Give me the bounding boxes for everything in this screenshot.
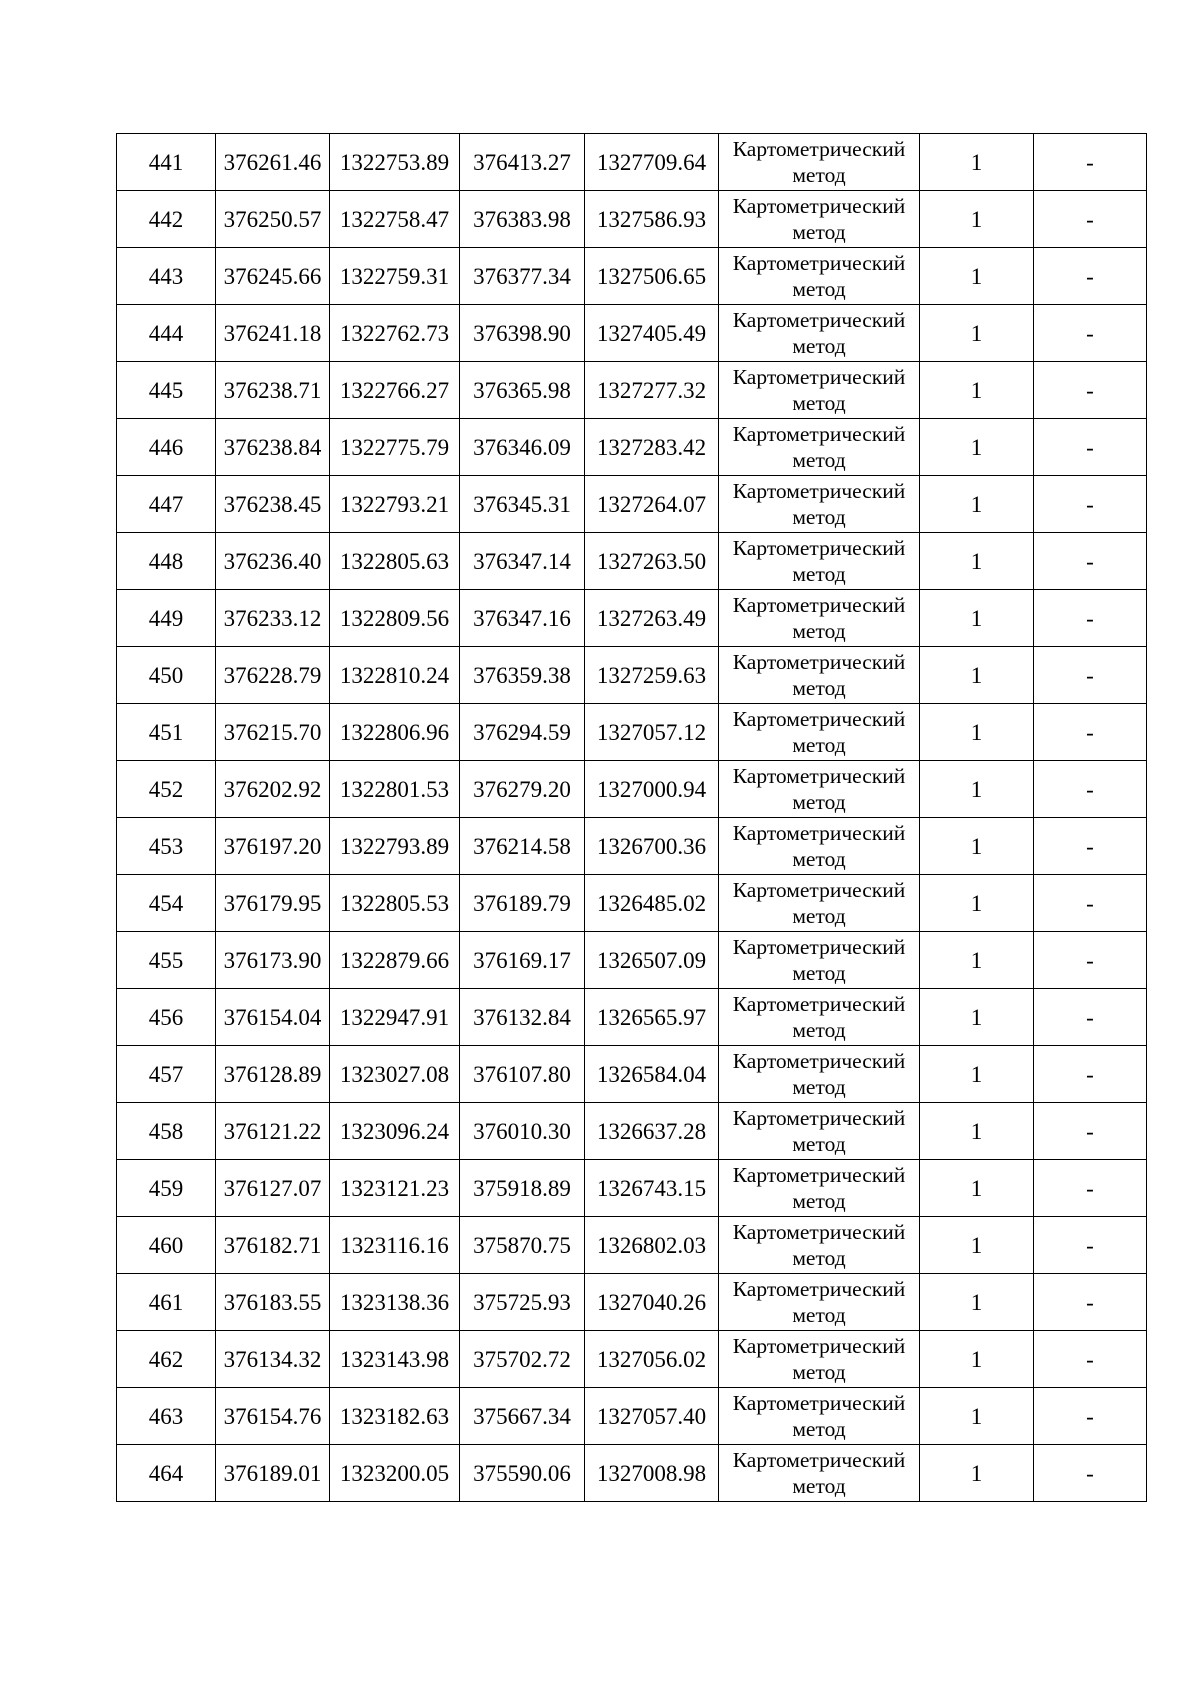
x-existing-cell: 376127.07 xyxy=(216,1160,330,1217)
x-existing-cell: 376250.57 xyxy=(216,191,330,248)
note-cell: - xyxy=(1034,134,1147,191)
method-line-1: Картометрический xyxy=(732,422,906,446)
method-line-2: метод xyxy=(792,619,846,643)
method-line-2: метод xyxy=(792,1075,846,1099)
method-cell xyxy=(719,362,920,419)
note-cell: - xyxy=(1034,1160,1147,1217)
y-new-cell: 1326700.36 xyxy=(585,818,719,875)
x-new-cell: 376359.38 xyxy=(460,647,585,704)
x-new-cell: 376132.84 xyxy=(460,989,585,1046)
x-existing-cell: 376215.70 xyxy=(216,704,330,761)
y-new-cell: 1327405.49 xyxy=(585,305,719,362)
y-new-cell: 1326584.04 xyxy=(585,1046,719,1103)
x-existing-cell: 376245.66 xyxy=(216,248,330,305)
accuracy-cell: 1 xyxy=(920,1274,1034,1331)
point-number-cell: 446 xyxy=(117,419,216,476)
accuracy-cell: 1 xyxy=(920,1388,1034,1445)
x-new-cell: 376377.34 xyxy=(460,248,585,305)
method-line-2: метод xyxy=(792,391,846,415)
table-row xyxy=(117,761,1147,818)
y-existing-cell: 1322801.53 xyxy=(330,761,460,818)
table-row xyxy=(117,1103,1147,1160)
point-number-cell: 456 xyxy=(117,989,216,1046)
table-row xyxy=(117,191,1147,248)
y-new-cell: 1327259.63 xyxy=(585,647,719,704)
table-row xyxy=(117,989,1147,1046)
table-row xyxy=(117,647,1147,704)
note-cell: - xyxy=(1034,704,1147,761)
x-new-cell: 376294.59 xyxy=(460,704,585,761)
y-new-cell: 1327264.07 xyxy=(585,476,719,533)
method-line-1: Картометрический xyxy=(732,194,906,218)
point-number-cell: 443 xyxy=(117,248,216,305)
accuracy-cell: 1 xyxy=(920,590,1034,647)
method-line-2: метод xyxy=(792,1303,846,1327)
x-new-cell: 375870.75 xyxy=(460,1217,585,1274)
method-line-1: Картометрический xyxy=(732,1391,906,1415)
y-existing-cell: 1323096.24 xyxy=(330,1103,460,1160)
note-cell: - xyxy=(1034,533,1147,590)
point-number-cell: 445 xyxy=(117,362,216,419)
accuracy-cell: 1 xyxy=(920,305,1034,362)
point-number-cell: 448 xyxy=(117,533,216,590)
y-existing-cell: 1322762.73 xyxy=(330,305,460,362)
table-row xyxy=(117,1331,1147,1388)
x-existing-cell: 376236.40 xyxy=(216,533,330,590)
method-line-2: метод xyxy=(792,1189,846,1213)
x-existing-cell: 376238.45 xyxy=(216,476,330,533)
point-number-cell: 464 xyxy=(117,1445,216,1502)
method-line-2: метод xyxy=(792,1417,846,1441)
y-existing-cell: 1322805.63 xyxy=(330,533,460,590)
x-existing-cell: 376189.01 xyxy=(216,1445,330,1502)
x-existing-cell: 376202.92 xyxy=(216,761,330,818)
y-new-cell: 1327057.12 xyxy=(585,704,719,761)
y-existing-cell: 1322809.56 xyxy=(330,590,460,647)
y-new-cell: 1326637.28 xyxy=(585,1103,719,1160)
x-new-cell: 376347.14 xyxy=(460,533,585,590)
x-existing-cell: 376182.71 xyxy=(216,1217,330,1274)
table-row xyxy=(117,533,1147,590)
x-existing-cell: 376197.20 xyxy=(216,818,330,875)
y-new-cell: 1327277.32 xyxy=(585,362,719,419)
table-row xyxy=(117,932,1147,989)
accuracy-cell: 1 xyxy=(920,362,1034,419)
y-new-cell: 1327586.93 xyxy=(585,191,719,248)
point-number-cell: 459 xyxy=(117,1160,216,1217)
x-existing-cell: 376121.22 xyxy=(216,1103,330,1160)
y-new-cell: 1327056.02 xyxy=(585,1331,719,1388)
table-row xyxy=(117,419,1147,476)
method-line-1: Картометрический xyxy=(732,1049,906,1073)
table-row xyxy=(117,476,1147,533)
table-row xyxy=(117,818,1147,875)
y-new-cell: 1326565.97 xyxy=(585,989,719,1046)
method-line-2: метод xyxy=(792,334,846,358)
y-new-cell: 1327008.98 xyxy=(585,1445,719,1502)
y-existing-cell: 1322806.96 xyxy=(330,704,460,761)
method-line-2: метод xyxy=(792,1246,846,1270)
table-row xyxy=(117,590,1147,647)
x-new-cell: 375918.89 xyxy=(460,1160,585,1217)
y-existing-cell: 1322810.24 xyxy=(330,647,460,704)
x-new-cell: 376107.80 xyxy=(460,1046,585,1103)
note-cell: - xyxy=(1034,305,1147,362)
method-line-1: Картометрический xyxy=(732,593,906,617)
x-existing-cell: 376154.76 xyxy=(216,1388,330,1445)
y-new-cell: 1326743.15 xyxy=(585,1160,719,1217)
point-number-cell: 461 xyxy=(117,1274,216,1331)
note-cell: - xyxy=(1034,761,1147,818)
point-number-cell: 454 xyxy=(117,875,216,932)
x-new-cell: 376365.98 xyxy=(460,362,585,419)
x-new-cell: 376346.09 xyxy=(460,419,585,476)
point-number-cell: 451 xyxy=(117,704,216,761)
x-existing-cell: 376228.79 xyxy=(216,647,330,704)
accuracy-cell: 1 xyxy=(920,1160,1034,1217)
x-new-cell: 375725.93 xyxy=(460,1274,585,1331)
x-new-cell: 375702.72 xyxy=(460,1331,585,1388)
table-row xyxy=(117,248,1147,305)
y-existing-cell: 1322805.53 xyxy=(330,875,460,932)
accuracy-cell: 1 xyxy=(920,1046,1034,1103)
x-existing-cell: 376179.95 xyxy=(216,875,330,932)
method-cell xyxy=(719,1388,920,1445)
note-cell: - xyxy=(1034,875,1147,932)
method-cell xyxy=(719,419,920,476)
table-row xyxy=(117,1160,1147,1217)
method-line-2: метод xyxy=(792,733,846,757)
y-existing-cell: 1323182.63 xyxy=(330,1388,460,1445)
x-new-cell: 375590.06 xyxy=(460,1445,585,1502)
method-line-1: Картометрический xyxy=(732,251,906,275)
x-new-cell: 376279.20 xyxy=(460,761,585,818)
point-number-cell: 452 xyxy=(117,761,216,818)
accuracy-cell: 1 xyxy=(920,419,1034,476)
method-cell xyxy=(719,476,920,533)
point-number-cell: 463 xyxy=(117,1388,216,1445)
accuracy-cell: 1 xyxy=(920,533,1034,590)
note-cell: - xyxy=(1034,1331,1147,1388)
method-cell xyxy=(719,704,920,761)
method-line-2: метод xyxy=(792,904,846,928)
note-cell: - xyxy=(1034,989,1147,1046)
point-number-cell: 444 xyxy=(117,305,216,362)
method-line-1: Картометрический xyxy=(732,137,906,161)
method-cell xyxy=(719,1274,920,1331)
y-new-cell: 1327283.42 xyxy=(585,419,719,476)
table-row xyxy=(117,1445,1147,1502)
x-existing-cell: 376154.04 xyxy=(216,989,330,1046)
method-line-1: Картометрический xyxy=(732,1277,906,1301)
y-existing-cell: 1322753.89 xyxy=(330,134,460,191)
method-cell xyxy=(719,134,920,191)
method-line-1: Картометрический xyxy=(732,1220,906,1244)
method-cell xyxy=(719,533,920,590)
method-cell xyxy=(719,932,920,989)
x-existing-cell: 376233.12 xyxy=(216,590,330,647)
method-cell xyxy=(719,875,920,932)
accuracy-cell: 1 xyxy=(920,1331,1034,1388)
note-cell: - xyxy=(1034,476,1147,533)
y-existing-cell: 1322775.79 xyxy=(330,419,460,476)
method-cell xyxy=(719,647,920,704)
y-existing-cell: 1323200.05 xyxy=(330,1445,460,1502)
y-new-cell: 1326485.02 xyxy=(585,875,719,932)
method-line-1: Картометрический xyxy=(732,1106,906,1130)
accuracy-cell: 1 xyxy=(920,1103,1034,1160)
method-cell xyxy=(719,1046,920,1103)
method-cell xyxy=(719,818,920,875)
table-row xyxy=(117,1046,1147,1103)
coordinates-table xyxy=(116,133,1147,1502)
x-new-cell: 376169.17 xyxy=(460,932,585,989)
y-existing-cell: 1323138.36 xyxy=(330,1274,460,1331)
table-row xyxy=(117,362,1147,419)
x-new-cell: 376010.30 xyxy=(460,1103,585,1160)
x-existing-cell: 376173.90 xyxy=(216,932,330,989)
note-cell: - xyxy=(1034,647,1147,704)
method-cell xyxy=(719,761,920,818)
method-line-1: Картометрический xyxy=(732,479,906,503)
x-existing-cell: 376238.71 xyxy=(216,362,330,419)
method-line-1: Картометрический xyxy=(732,308,906,332)
note-cell: - xyxy=(1034,590,1147,647)
method-cell xyxy=(719,1217,920,1274)
point-number-cell: 460 xyxy=(117,1217,216,1274)
method-line-1: Картометрический xyxy=(732,707,906,731)
method-line-1: Картометрический xyxy=(732,365,906,389)
y-new-cell: 1326802.03 xyxy=(585,1217,719,1274)
note-cell: - xyxy=(1034,248,1147,305)
x-existing-cell: 376134.32 xyxy=(216,1331,330,1388)
method-line-1: Картометрический xyxy=(732,1163,906,1187)
table-row xyxy=(117,704,1147,761)
note-cell: - xyxy=(1034,932,1147,989)
y-new-cell: 1326507.09 xyxy=(585,932,719,989)
point-number-cell: 442 xyxy=(117,191,216,248)
y-existing-cell: 1322947.91 xyxy=(330,989,460,1046)
method-line-2: метод xyxy=(792,1132,846,1156)
method-line-2: метод xyxy=(792,961,846,985)
x-existing-cell: 376128.89 xyxy=(216,1046,330,1103)
y-new-cell: 1327263.49 xyxy=(585,590,719,647)
point-number-cell: 458 xyxy=(117,1103,216,1160)
table-row xyxy=(117,1217,1147,1274)
point-number-cell: 449 xyxy=(117,590,216,647)
point-number-cell: 455 xyxy=(117,932,216,989)
x-new-cell: 376214.58 xyxy=(460,818,585,875)
x-new-cell: 375667.34 xyxy=(460,1388,585,1445)
x-new-cell: 376413.27 xyxy=(460,134,585,191)
accuracy-cell: 1 xyxy=(920,818,1034,875)
accuracy-cell: 1 xyxy=(920,248,1034,305)
accuracy-cell: 1 xyxy=(920,1445,1034,1502)
accuracy-cell: 1 xyxy=(920,476,1034,533)
point-number-cell: 450 xyxy=(117,647,216,704)
note-cell: - xyxy=(1034,1217,1147,1274)
method-line-1: Картометрический xyxy=(732,992,906,1016)
method-cell xyxy=(719,1160,920,1217)
table-body xyxy=(117,134,1147,1502)
y-new-cell: 1327506.65 xyxy=(585,248,719,305)
table-row xyxy=(117,1388,1147,1445)
accuracy-cell: 1 xyxy=(920,134,1034,191)
y-new-cell: 1327263.50 xyxy=(585,533,719,590)
method-line-2: метод xyxy=(792,505,846,529)
note-cell: - xyxy=(1034,1445,1147,1502)
method-line-2: метод xyxy=(792,676,846,700)
y-existing-cell: 1322879.66 xyxy=(330,932,460,989)
y-new-cell: 1327709.64 xyxy=(585,134,719,191)
x-new-cell: 376347.16 xyxy=(460,590,585,647)
note-cell: - xyxy=(1034,1103,1147,1160)
method-cell xyxy=(719,191,920,248)
y-new-cell: 1327057.40 xyxy=(585,1388,719,1445)
note-cell: - xyxy=(1034,1388,1147,1445)
method-line-2: метод xyxy=(792,562,846,586)
method-line-2: метод xyxy=(792,1018,846,1042)
table-row xyxy=(117,305,1147,362)
y-existing-cell: 1323027.08 xyxy=(330,1046,460,1103)
method-line-1: Картометрический xyxy=(732,878,906,902)
accuracy-cell: 1 xyxy=(920,932,1034,989)
table-row xyxy=(117,875,1147,932)
y-existing-cell: 1322793.89 xyxy=(330,818,460,875)
method-cell xyxy=(719,1103,920,1160)
y-new-cell: 1327000.94 xyxy=(585,761,719,818)
point-number-cell: 462 xyxy=(117,1331,216,1388)
method-line-1: Картометрический xyxy=(732,821,906,845)
y-existing-cell: 1322758.47 xyxy=(330,191,460,248)
y-existing-cell: 1323121.23 xyxy=(330,1160,460,1217)
y-existing-cell: 1322759.31 xyxy=(330,248,460,305)
accuracy-cell: 1 xyxy=(920,1217,1034,1274)
method-line-2: метод xyxy=(792,277,846,301)
accuracy-cell: 1 xyxy=(920,704,1034,761)
point-number-cell: 441 xyxy=(117,134,216,191)
note-cell: - xyxy=(1034,818,1147,875)
table-row xyxy=(117,134,1147,191)
method-line-1: Картометрический xyxy=(732,935,906,959)
method-cell xyxy=(719,305,920,362)
x-new-cell: 376345.31 xyxy=(460,476,585,533)
note-cell: - xyxy=(1034,1046,1147,1103)
method-line-2: метод xyxy=(792,1360,846,1384)
x-existing-cell: 376261.46 xyxy=(216,134,330,191)
accuracy-cell: 1 xyxy=(920,761,1034,818)
method-line-2: метод xyxy=(792,163,846,187)
point-number-cell: 447 xyxy=(117,476,216,533)
y-existing-cell: 1323143.98 xyxy=(330,1331,460,1388)
x-existing-cell: 376241.18 xyxy=(216,305,330,362)
point-number-cell: 457 xyxy=(117,1046,216,1103)
accuracy-cell: 1 xyxy=(920,875,1034,932)
x-existing-cell: 376183.55 xyxy=(216,1274,330,1331)
y-existing-cell: 1322793.21 xyxy=(330,476,460,533)
method-cell xyxy=(719,1331,920,1388)
accuracy-cell: 1 xyxy=(920,647,1034,704)
note-cell: - xyxy=(1034,191,1147,248)
note-cell: - xyxy=(1034,362,1147,419)
method-cell xyxy=(719,989,920,1046)
method-cell xyxy=(719,1445,920,1502)
x-existing-cell: 376238.84 xyxy=(216,419,330,476)
x-new-cell: 376398.90 xyxy=(460,305,585,362)
method-cell xyxy=(719,590,920,647)
table-row xyxy=(117,1274,1147,1331)
y-existing-cell: 1323116.16 xyxy=(330,1217,460,1274)
method-line-2: метод xyxy=(792,847,846,871)
y-existing-cell: 1322766.27 xyxy=(330,362,460,419)
x-new-cell: 376189.79 xyxy=(460,875,585,932)
method-line-1: Картометрический xyxy=(732,1448,906,1472)
x-new-cell: 376383.98 xyxy=(460,191,585,248)
accuracy-cell: 1 xyxy=(920,989,1034,1046)
method-line-1: Картометрический xyxy=(732,1334,906,1358)
method-line-1: Картометрический xyxy=(732,650,906,674)
method-line-1: Картометрический xyxy=(732,764,906,788)
method-line-2: метод xyxy=(792,220,846,244)
note-cell: - xyxy=(1034,419,1147,476)
method-line-2: метод xyxy=(792,790,846,814)
method-line-1: Картометрический xyxy=(732,536,906,560)
note-cell: - xyxy=(1034,1274,1147,1331)
accuracy-cell: 1 xyxy=(920,191,1034,248)
method-cell xyxy=(719,248,920,305)
y-new-cell: 1327040.26 xyxy=(585,1274,719,1331)
method-line-2: метод xyxy=(792,1474,846,1498)
point-number-cell: 453 xyxy=(117,818,216,875)
method-line-2: метод xyxy=(792,448,846,472)
